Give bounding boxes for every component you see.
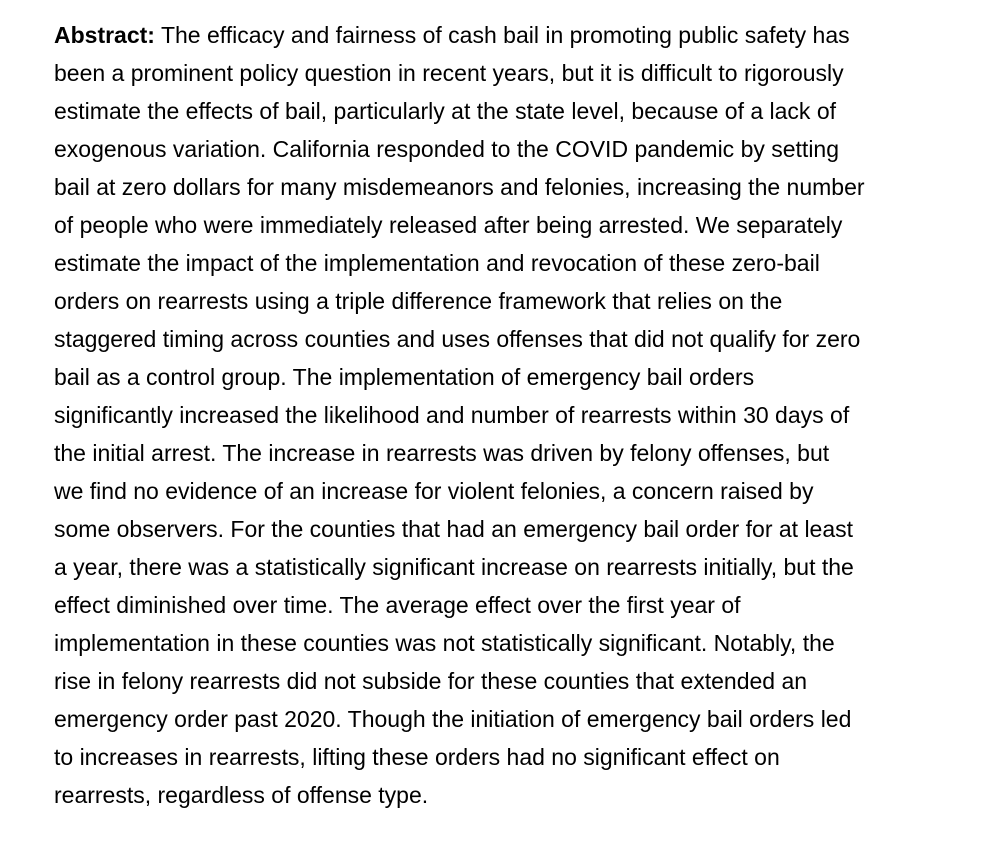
- abstract-line-4: exogenous variation. California responded to the COVID pandemic by setting: [54, 136, 840, 162]
- abstract-line-11: significantly increased the likelihood and number of rearrests within 30 days of: [54, 402, 850, 428]
- abstract-line-17: implementation in these counties was not statistically significant. Notably, the: [54, 630, 835, 656]
- abstract-line-7: estimate the impact of the implementation and revocation of these zero-bail: [54, 250, 820, 276]
- abstract-line-1-text: The efficacy and fairness of cash bail in promoting public safety has: [154, 22, 850, 48]
- abstract-paragraph: [54, 16, 954, 814]
- abstract-line-10: bail as a control group. The implementation of emergency bail orders: [54, 364, 755, 390]
- abstract-line-21: rearrests, regardless of offense type.: [54, 782, 429, 808]
- abstract-line-19: emergency order past 2020. Though the initiation of emergency bail orders led: [54, 706, 852, 732]
- abstract-line-9: staggered timing across counties and uses offenses that did not qualify for zero: [54, 326, 861, 352]
- abstract-line-1: [54, 16, 954, 54]
- abstract-label: Abstract:: [54, 22, 155, 48]
- abstract-line-8: orders on rearrests using a triple difference framework that relies on the: [54, 288, 783, 314]
- abstract-line-3: estimate the effects of bail, particularly at the state level, because of a lack of: [54, 98, 836, 124]
- abstract-line-5: bail at zero dollars for many misdemeanors and felonies, increasing the number: [54, 174, 865, 200]
- abstract-line-6: of people who were immediately released after being arrested. We separately: [54, 212, 843, 238]
- abstract-line-2: been a prominent policy question in recent years, but it is difficult to rigorously: [54, 60, 844, 86]
- abstract-line-12: the initial arrest. The increase in rearrests was driven by felony offenses, but: [54, 440, 830, 466]
- abstract-line-15: a year, there was a statistically significant increase on rearrests initially, but the: [54, 554, 854, 580]
- abstract-line-18: rise in felony rearrests did not subside for these counties that extended an: [54, 668, 808, 694]
- abstract-line-20: to increases in rearrests, lifting these orders had no significant effect on: [54, 744, 780, 770]
- abstract-line-13: we find no evidence of an increase for violent felonies, a concern raised by: [54, 478, 814, 504]
- abstract-line-14: some observers. For the counties that had an emergency bail order for at least: [54, 516, 854, 542]
- abstract-line-16: effect diminished over time. The average effect over the first year of: [54, 592, 741, 618]
